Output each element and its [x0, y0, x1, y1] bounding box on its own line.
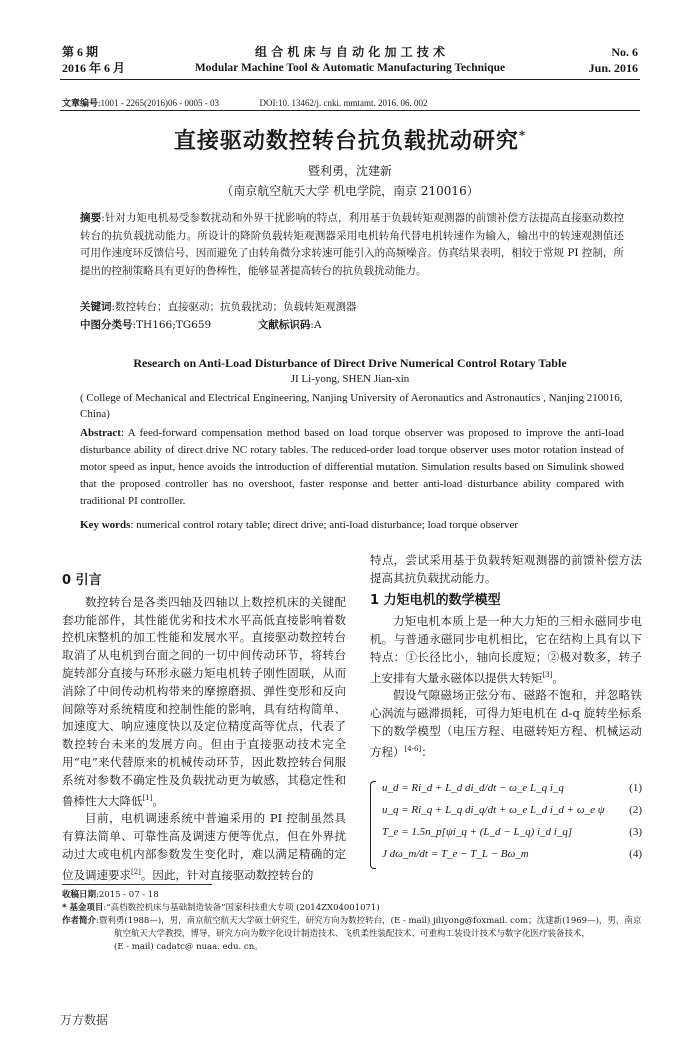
citation: [4-6]	[404, 744, 422, 753]
doc-code: :A	[310, 319, 322, 331]
footnote-rule	[62, 884, 212, 885]
classification	[80, 317, 624, 334]
paper-title-en: Research on Anti-Load Disturbance of Direct Drive Numerical Control Rotary Table	[133, 356, 567, 370]
intro-p1-text: 数控转台是各类四轴及四轴以上数控机床的关键配套功能部件，其性能优劣和技术水平高低直接影响着数控机床整机的加工性能和发展水平。直接驱动数控转台取消了从电机到台面之间的一切中间传动环节，将转台旋转部分直接与环形永磁力矩电机转子刚性固联，从而消除了中间传动机构带来的摩擦磨损、弹性变形和反向间隙等对系统精度和控制性能的影响，具有结构简单、加速度大、响应速度快以及定位精度高等优点，代表了数控转台未来的发展方向。但由于直接驱动技术完全用“电”来代替原来的机械传动环节，因此数控转台伺服系统对参数不确定性及负载扰动更为敏感，其稳定性和鲁棒性大大降低	[62, 594, 346, 808]
abstract-cn	[80, 210, 624, 280]
author-bio	[62, 915, 642, 928]
model-p2-text: 假设气隙磁场正弦分布、磁路不饱和，并忽略铁心涡流与磁滞损耗，可得力矩电机在 d-q 旋转坐标系下的数学模型（电压方程、电磁转矩方程、机械运动方程）	[370, 688, 642, 759]
paper-title-text: 直接驱动数控转台抗负载扰动研究	[173, 128, 519, 154]
keywords-en-text: : numerical control rotary table; direct drive; anti-load disturbance; load torque observer	[130, 519, 519, 531]
issue-date-cn: 2016 年 6 月	[62, 61, 126, 75]
model-p2-end: ：	[421, 744, 433, 759]
citation: [1]	[142, 793, 153, 802]
equation-block	[370, 777, 642, 865]
equation-4-text: J dω_m/dt = T_e − T_L − Bω_m	[382, 848, 529, 860]
equation-4-number: (4)	[629, 848, 642, 860]
citation: [2]	[131, 867, 141, 876]
received-date	[62, 889, 642, 902]
fund-label: * 基金项目	[62, 903, 104, 913]
author-bio-cont-2: (E - mail) cadatc@ nuaa. edu. cn。	[114, 942, 263, 952]
equation-2-number: (2)	[629, 804, 642, 816]
issue-header-right	[589, 44, 638, 76]
intro-p2-end: 。因此，针对直接驱动数控转台的	[140, 867, 314, 882]
model-paragraph-1	[370, 613, 642, 687]
equation-1-text: u_d = Ri_d + L_d di_d/dt − ω_e L_q i_q	[382, 782, 564, 794]
equation-2-text: u_q = Ri_q + L_q di_q/dt + ω_e L_d i_d + ω_e ψ	[382, 804, 605, 816]
fund-note	[62, 902, 642, 915]
article-number: :1001 - 2265(2016)06 - 0005 - 03	[98, 98, 220, 108]
equation-3-text: T_e = 1.5n_p[ψi_q + (L_d − L_q) i_d i_q]	[382, 826, 573, 838]
right-column	[370, 552, 642, 761]
intro-paragraph-2	[62, 810, 346, 884]
abstract-en	[80, 425, 624, 510]
abstract-en-label: Abstract	[80, 427, 121, 439]
intro-p2-text: 目前，电机调速系统中普遍采用的 PI 控制虽然具有算法简单、可靠性高及调速方便等优点，但在外界扰动过大或电机内部参数发生变化时，难以满足精确的定位及调速要求	[62, 811, 346, 882]
keywords-cn-label: 关键词	[80, 301, 112, 313]
fund-value: :“高档数控机床与基础制造装备”国家科技重大专项 (2014ZX04001071)	[103, 903, 380, 913]
doi: DOI:10. 13462/j. cnki. mmtamt. 2016. 06. 002	[259, 98, 428, 108]
article-number-label: 文章编号	[62, 99, 99, 109]
footnotes	[62, 889, 642, 954]
citation: [3]	[542, 670, 553, 679]
author-bio-line-1: :暨利勇(1988—)，男，南京航空航天大学硕士研究生，研究方向为数控转台，(E - mail) jiliyong@foxmail. com；沈建新(1969—)，男，南京	[96, 916, 642, 926]
received-value: :2015 - 07 - 18	[96, 890, 159, 900]
intro-paragraph-1	[62, 594, 346, 810]
header-rule	[60, 79, 640, 80]
affiliation-en: ( College of Mechanical and Electrical Engineering, Nanjing University of Aeronautics and Astronautics , Nanjing 210016, China)	[80, 392, 623, 420]
equation-1-number: (1)	[629, 782, 642, 794]
issue-date-en: Jun. 2016	[588, 61, 638, 75]
intro-continuation: 特点，尝试采用基于负载转矩观测器的前馈补偿方法提高其抗负载扰动能力。	[370, 553, 642, 585]
model-p1-text: 力矩电机本质上是一种大力矩的三相永磁同步电机。与普通永磁同步电机相比，它在结构上具有以下特点：①长径比小，轴向长度短；②极对数多，转子上安排有大量永磁体以提供大转矩	[370, 614, 642, 685]
journal-name-cn: 组 合 机 床 与 自 动 化 加 工 技 术	[255, 45, 445, 59]
section-1-heading: 1 力矩电机的数学模型	[370, 592, 501, 608]
equation-3-number: (3)	[629, 826, 642, 838]
equation-3	[370, 821, 642, 843]
intro-p1-end: 。	[152, 793, 164, 808]
doc-code-label: 文献标识码	[257, 319, 311, 331]
keywords-en-label: Key words	[80, 519, 131, 531]
issue-number-cn: 第 6 期	[62, 45, 99, 59]
article-meta	[62, 96, 428, 109]
keywords-cn-text: :数控转台；直接驱动；抗负载扰动；负载转矩观测器	[111, 301, 357, 313]
abstract-cn-text: :针对力矩电机易受参数扰动和外界干扰影响的特点，利用基于负载转矩观测器的前馈补偿方法提高直接驱动数控转台的抗负载扰动能力。所设计的降阶负载转矩观测器采用电机转角代替电机转速作为输入，输出中的转速观测值还可用作速度环反馈信号，因而避免了由转角微分求转速可能引入的高频噪音。仿真结果表明，相较于常规 PI 控制，所提出的控制策略具有更好的鲁棒性，能够显著提高转台的抗负载扰动能力。	[80, 212, 624, 277]
model-p1-end: 。	[552, 670, 564, 685]
paper-title-cn	[0, 124, 700, 155]
equation-1	[370, 777, 642, 799]
journal-name-en: Modular Machine Tool & Automatic Manufacturing Technique	[194, 62, 506, 74]
watermark: 万方数据	[60, 1013, 109, 1027]
abstract-en-text: : A feed-forward compensation method based on load torque observer was proposed to improve the anti-load disturbance ability of direct drive NC rotary tables. The reduced-order load torque observer uses motor rotation instead of motor speed as input, hence avoids the introduction of differential mutation. Simulation results based on Simulink showed that the proposed controller has no overshoot, faster response and better anti-load disturbance ability compared with traditional PI controller.	[80, 427, 624, 507]
clc-code: :TH166;TG659	[132, 319, 212, 331]
model-paragraph-2	[370, 687, 642, 761]
clc-label: 中图分类号	[80, 319, 133, 331]
left-column	[62, 572, 346, 884]
keywords-en	[80, 517, 624, 533]
author-bio-cont-1: 航空航天大学教授，博导，研究方向为数字化设计制造技术、飞机柔性装配技术、可重构工装设计技术与数字化医疗装备技术，	[114, 929, 591, 939]
received-label: 收稿日期	[62, 890, 97, 900]
section-0-heading: 0 引言	[62, 573, 102, 588]
equation-4	[370, 843, 642, 865]
issue-number-en: No. 6	[611, 45, 638, 59]
keywords-cn	[80, 299, 624, 316]
authors-en: JI Li-yong, SHEN Jian-xin	[290, 373, 410, 385]
title-footnote-mark: *	[518, 128, 527, 143]
authors-cn: 暨利勇，沈建新	[307, 164, 392, 178]
equation-2	[370, 799, 642, 821]
affiliation-cn: （南京航空航天大学 机电学院，南京 210016）	[221, 184, 479, 198]
meta-rule	[60, 110, 640, 111]
author-bio-label: 作者简介	[62, 916, 97, 926]
abstract-cn-label: 摘要	[80, 212, 102, 224]
